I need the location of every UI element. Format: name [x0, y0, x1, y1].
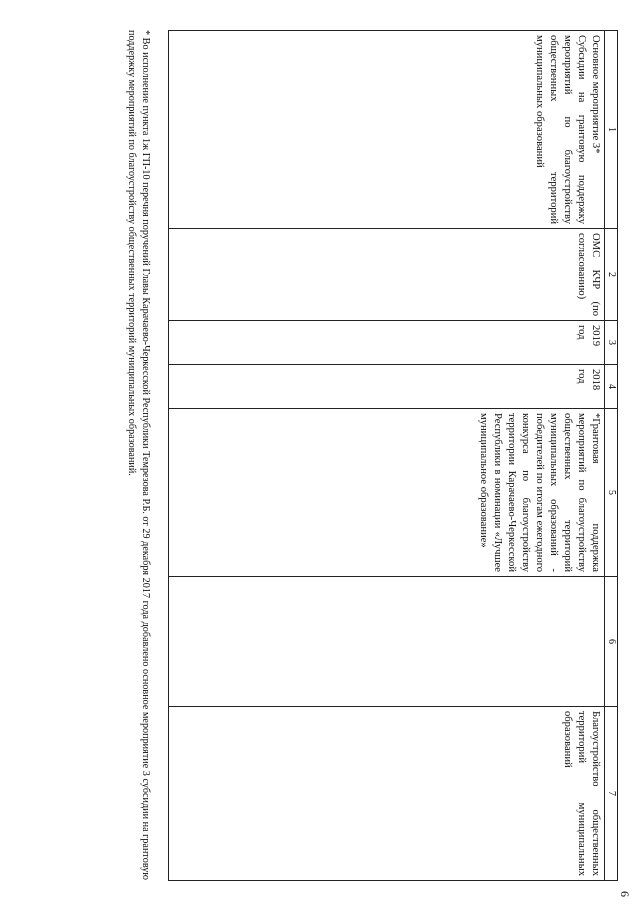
measure-description: Субсидии на грантовую поддержку мероприятий по благоустройству общественных территорий муниципальных образований [534, 35, 587, 224]
indicator-cell: Благоустройство общественных территорий муниципальных образований [169, 707, 605, 881]
empty-cell [169, 577, 605, 707]
column-number: 3 [605, 321, 618, 365]
column-number: 5 [605, 409, 618, 577]
column-number: 7 [605, 707, 618, 881]
column-number: 6 [605, 577, 618, 707]
responsible-cell: ОМС КЧР (по согласованию) [169, 229, 605, 321]
expected-result-cell: *Грантовая поддержка мероприятий по благоустройству общественных территорий муниципальных образований - победителей по итогам ежегодного конкурса по благоустройству территории Карачаево-Черкесской Республики в номинации «Лучшее муниципальное образование» [169, 409, 605, 577]
footnote: * Во исполнение пункта 1ж ГП-10 перечня поручений Главы Карачаево-Черкесской Республики Темрезова Р.Б. от 29 декабря 2017 года добавлено основное мероприятие 3 субсидии на грантовую поддержку мероприятий по благоустройству общественных территорий муниципальных образований. [126, 30, 151, 880]
table-row [169, 31, 605, 881]
measure-title: Основное мероприятие 3* [590, 35, 601, 154]
column-number: 2 [605, 229, 618, 321]
measures-table [168, 30, 618, 881]
page-number: 6 [618, 891, 632, 897]
column-number: 1 [605, 31, 618, 229]
end-year-cell: 2019 год [169, 321, 605, 365]
column-number: 4 [605, 365, 618, 409]
column-number-row [605, 31, 618, 881]
measure-name-cell [169, 31, 605, 229]
start-year-cell: 2018 год [169, 365, 605, 409]
